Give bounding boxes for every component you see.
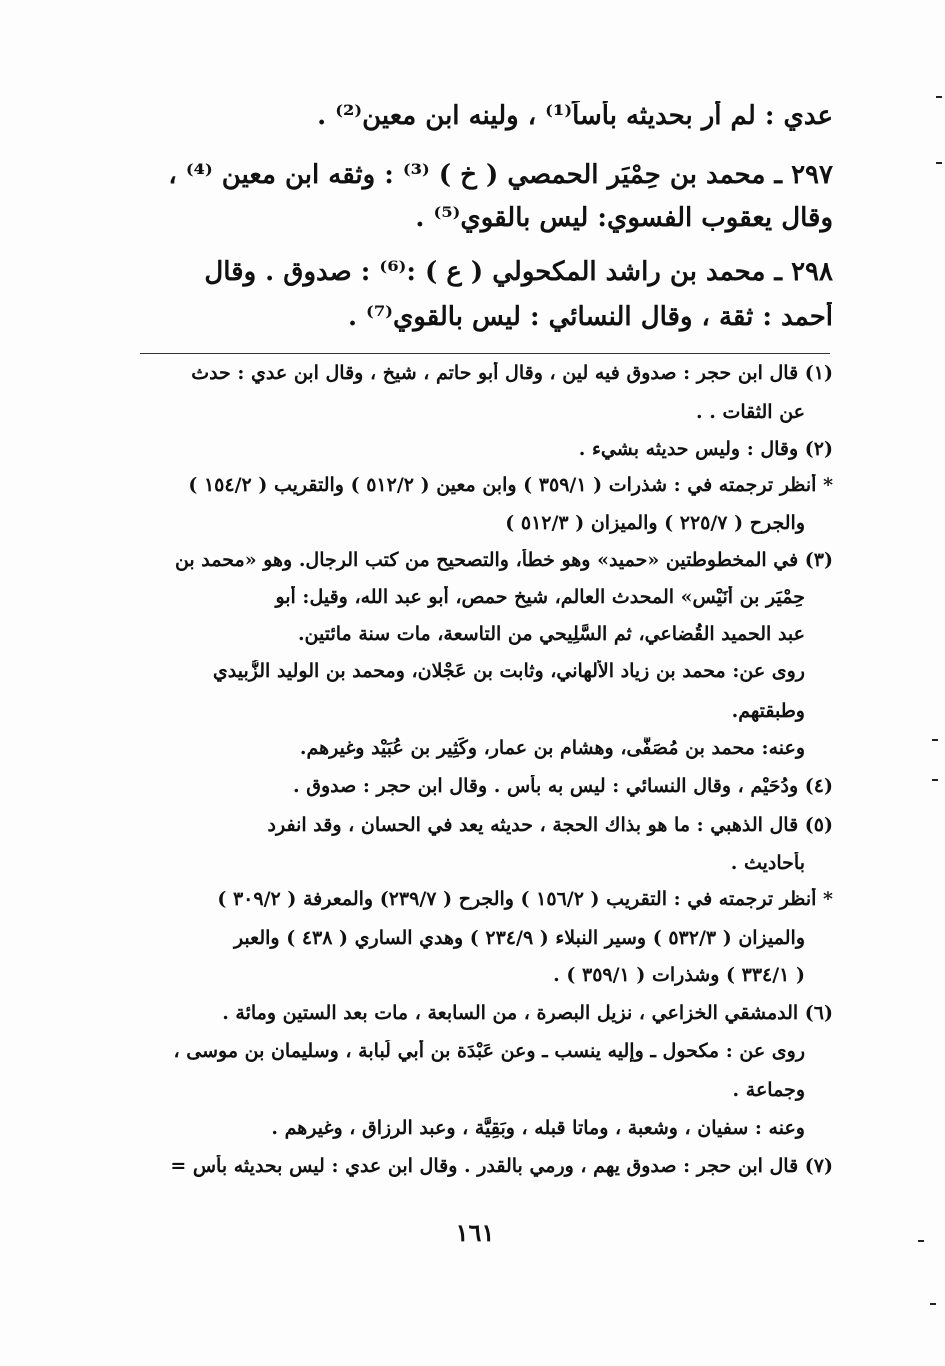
scan-mark [918,1240,924,1242]
footnote-line: ( ٣٣٤/١ ) وشذرات ( ٣٥٩/١ ) . [553,964,805,986]
footnote-line: والميزان ( ٥٣٢/٣ ) وسير النبلاء ( ٢٣٤/٩ ) وهدي الساري ( ٤٣٨ ) والعبر [233,927,805,949]
scan-mark [930,1303,936,1305]
footnote-line: * أنظر ترجمته في : التقريب ( ١٥٦/٢ ) والجرح ( ٢٣٩/٧) والمعرفة ( ٣٠٩/٢ ) [217,888,833,910]
footnote-line: روى عن : مكحول ـ وإليه ينسب ـ وعن عَبْدَة بن أبي لُبابة ، وسليمان بن موسى ، [173,1040,805,1062]
footnote-line: روى عن: محمد بن زياد الألهاني، وثابت بن عَجْلان، ومحمد بن الوليد الزُّبيدي [212,660,805,682]
scan-mark [936,96,942,98]
footnote-line: (٥) قال الذهبي : ما هو بذاك الحجة ، حديثه يعد في الحسان ، وقد انفرد [267,814,833,836]
footnote-separator [140,353,830,354]
main-text-line: أحمد : ثقة ، وقال النسائي : ليس بالقوي⁽⁷⁾ . [347,302,833,332]
footnote-line: (٦) الدمشقي الخزاعي ، نزيل البصرة ، من السابعة ، مات بعد الستين ومائة . [222,1002,833,1024]
entry-298-heading: ٢٩٨ ـ محمد بن راشد المكحولي ( ع ) :⁽⁶⁾ : صدوق . وقال [204,257,833,287]
footnote-line: (٢) وقال : وليس حديثه بشيء . [578,438,833,460]
footnote-line: حِمْيَر بن أُنَيْس» المحدث العالم، شيخ حمص، أبو عبد الله، وقيل: أبو [275,586,805,608]
footnote-line: عن الثقات . . [696,401,805,423]
footnote-line: (٤) ودُحَيْم ، وقال النسائي : ليس به بأس . وقال ابن حجر : صدوق . [293,775,833,797]
footnote-line: وجماعة . [732,1079,805,1101]
footnote-line: عبد الحميد القُضاعي، ثم السَّلِيحي من التاسعة، مات سنة مائتين. [297,623,805,645]
main-text-line: وقال يعقوب الفسوي: ليس بالقوي⁽⁵⁾ . [415,203,833,233]
page-number: ١٦١ [455,1218,495,1247]
scan-mark [936,162,942,164]
footnote-line: بأحاديث . [730,852,805,874]
scan-mark [932,739,938,741]
footnote-line: (٣) في المخطوطتين «حميد» وهو خطأ، والتصحيح من كتب الرجال. وهو «محمد بن [174,549,833,571]
footnote-line: وعنه : سفيان ، وشعبة ، وماتا قبله ، وبَقِيَّة ، وعبد الرزاق ، وغيرهم . [271,1117,805,1139]
footnote-line: (١) قال ابن حجر : صدوق فيه لين ، وقال أبو حاتم ، شيخ ، وقال ابن عدي : حدث [191,362,833,384]
footnote-line: والجرح ( ٢٢٥/٧ ) والميزان ( ٥١٢/٣ ) [505,512,805,534]
footnote-line: وطبقتهم. [731,700,805,722]
scan-mark [932,779,938,781]
footnote-line: وعنه: محمد بن مُصَفَّى، وهشام بن عمار، وكَثِير بن عُبَيْد وغيرهم. [299,737,805,759]
footnote-line: (٧) قال ابن حجر : صدوق يهم ، ورمي بالقدر . وقال ابن عدي : ليس بحديثه بأس = [170,1155,833,1177]
entry-297-heading: ٢٩٧ ـ محمد بن حِمْيَر الحمصي ( خ ) ⁽³⁾ : وثقه ابن معين ⁽⁴⁾ ، [168,160,833,190]
main-text-line: عدي : لم أر بحديثه بأساً⁽¹⁾ ، ولينه ابن معين⁽²⁾ . [317,101,833,131]
footnote-line: * أنظر ترجمته في : شذرات ( ٣٥٩/١ ) وابن معين ( ٥١٢/٢ ) والتقريب ( ١٥٤/٢ ) [188,474,833,496]
